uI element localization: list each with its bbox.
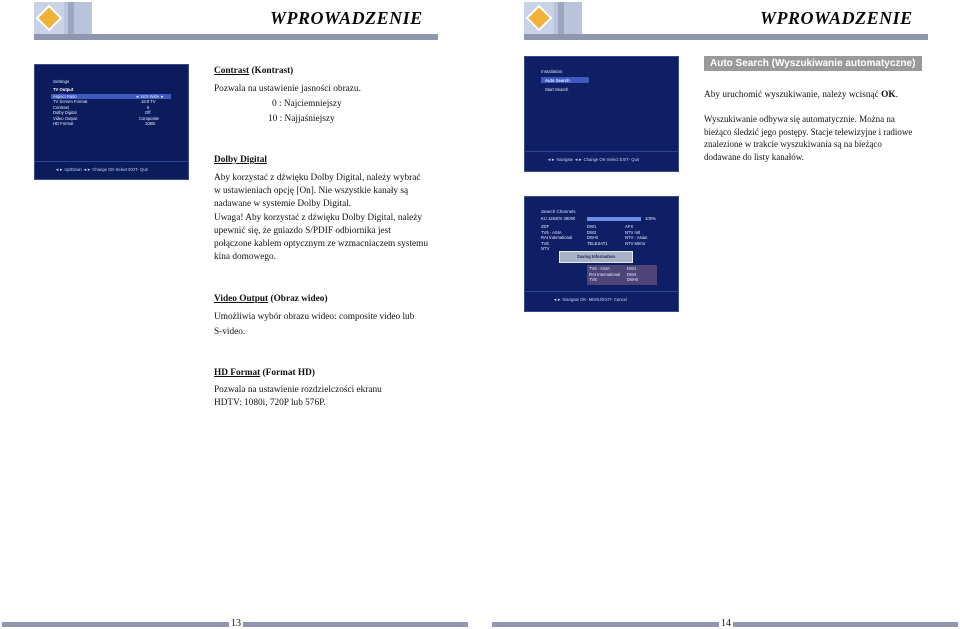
screen-title: Search Channels (541, 209, 576, 214)
screen-row: Start Search (545, 87, 569, 92)
screen-divider (525, 151, 678, 152)
settings-row: TV Screen Format 16:9 TV (53, 99, 156, 105)
channel-row: RAI International DW-B NTV - Asian (541, 235, 648, 241)
saving-dialog (559, 251, 633, 263)
lower-channel-list (589, 266, 657, 283)
channel-row: TV5 - ASIA DW2 NTV Intl (541, 229, 641, 235)
page-number: 14 (721, 618, 731, 629)
hd-format-line: HDTV: 1080i, 720P lub 576P. (214, 398, 326, 408)
header-band (524, 34, 928, 40)
dolby-line: nadawane w systemie Dolby Digital. (214, 199, 352, 209)
screen-title: Installation (541, 69, 563, 74)
brand-logo (34, 2, 92, 34)
channel-row: TVE DW-B (589, 277, 639, 283)
page-number: 13 (231, 618, 241, 629)
channel-row: TVE TELESAT1 NTV Mirror (541, 240, 646, 246)
video-output-line: S-video. (214, 327, 246, 337)
auto-search-title: Auto Search (Wyszukiwanie automatyczne) (704, 56, 922, 71)
page-header-title: WPROWADZENIE (270, 8, 423, 28)
channel-row: RAI International DW2 (589, 271, 637, 277)
video-output-line: Umożliwia wybór obrazu wideo: composite video lub (214, 312, 415, 322)
screen-footer: ◄► Navigate OK- MENU/EXIT- Cancel (553, 297, 627, 302)
screen-menu: TV Output (53, 87, 74, 92)
screen-footer: ◄► Up/Down ◄► Change OK-Select EXIT- Quit (55, 167, 148, 172)
screen-title: Settings (53, 79, 70, 84)
saving-dialog-text: Saving Information (577, 254, 615, 259)
settings-row: Dolby Digital Off (53, 110, 151, 116)
screen-divider (525, 291, 678, 292)
hd-format-line: Pozwala na ustawienie rozdzielczości ekranu (214, 385, 382, 395)
progress-percent: 100% (645, 216, 656, 221)
dolby-line: upewnić się, że gniazdo S/PDIF odbiornika jest (214, 226, 391, 236)
dolby-line: kina domowego. (214, 252, 276, 262)
brand-logo (524, 2, 582, 34)
dolby-line: połączone kablem optycznym ze wzmacniaczem systemu (214, 239, 428, 249)
video-output-heading: Video Output (Obraz wideo) (214, 294, 328, 304)
auto-search-line: dodawane do listy kanałów. (704, 151, 804, 162)
auto-search-line: znalezione w trakcie wyszukiwania są na bieżąco (704, 139, 882, 149)
progress-bar (587, 217, 641, 221)
channel-list (541, 224, 661, 252)
contrast-line: 0 : Najciemniejszy (272, 99, 342, 109)
settings-row: Contrast 5 (53, 104, 150, 110)
settings-rows (53, 94, 171, 126)
settings-row: Video Output Composite (53, 115, 160, 121)
settings-row: Aspect Ratio ◄ 16:9 Wide ► (53, 94, 165, 99)
contrast-heading: Contrast (Kontrast) (214, 66, 294, 76)
dolby-line: Uwaga! Aby korzystać z dźwięku Dolby Digital, należy (214, 213, 423, 223)
channel-row: ZDF DW1 AFX (541, 224, 634, 229)
channel-row: NTV (541, 246, 550, 252)
screen-divider (35, 161, 188, 162)
contrast-line: Pozwala na ustawienie jasności obrazu. (214, 84, 361, 94)
dolby-line: Aby korzystać z dźwięku Dolby Digital, należy wybrać (214, 173, 421, 183)
auto-search-paragraph (704, 113, 912, 163)
installation-screenshot (524, 56, 679, 172)
search-screenshot (524, 196, 679, 312)
screen-row: Auto Search (545, 78, 570, 83)
hd-format-heading: HD Format (Format HD) (214, 368, 315, 378)
channel-row: TV5 - ASIA DW1 (589, 266, 637, 271)
page-header-title: WPROWADZENIE (760, 8, 913, 28)
auto-search-line: Aby uruchomić wyszukiwanie, należy wcisnąć OK. (704, 90, 898, 100)
settings-screenshot (34, 64, 189, 180)
header-band (34, 34, 438, 40)
frequency-text: KU 12640V 28000 (541, 216, 576, 221)
settings-row: HD Format 1080i (53, 120, 156, 126)
auto-search-line: bieżąco śledzić jego postępy. Stacje telewizyjne i radiowe (704, 126, 913, 137)
dolby-heading: Dolby Digital (214, 155, 267, 165)
dolby-line: w ustawieniach opcję [On]. Nie wszystkie kanały są (214, 186, 409, 196)
screen-footer: ◄► Navigate ◄► Change OK-Select EXIT- Quit (547, 157, 639, 162)
auto-search-line: Wyszukiwanie odbywa się automatycznie. Można na (704, 114, 895, 124)
contrast-line: 10 : Najjaśniejszy (268, 114, 335, 124)
